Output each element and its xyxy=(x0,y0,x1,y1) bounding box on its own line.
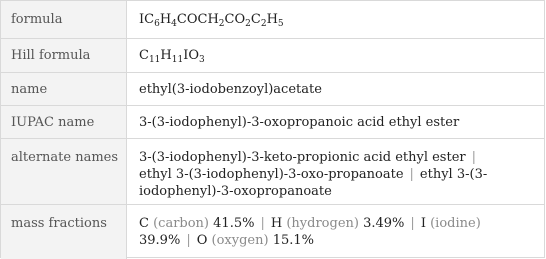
row-label-name: name xyxy=(1,73,127,105)
mass-fraction-hydrogen xyxy=(271,216,405,231)
hill-formula-value xyxy=(128,39,544,72)
element-name: (carbon) xyxy=(153,216,210,231)
fraction-value: 15.1% xyxy=(272,233,315,248)
row-label-mass-fractions: mass fractions xyxy=(1,205,127,259)
element-name: (oxygen) xyxy=(211,233,269,248)
alternate-name: ethyl 3-(3-iodophenyl)-3-oxo-propanoate xyxy=(139,167,404,182)
alternate-names-value xyxy=(128,139,544,204)
row-mass-fractions xyxy=(1,204,544,259)
row-label-iupac-name: IUPAC name xyxy=(1,106,127,138)
separator: | xyxy=(186,233,191,248)
formula-subscript: 11 xyxy=(148,55,161,65)
formula-part: COCH xyxy=(176,12,219,27)
element-symbol: O xyxy=(196,233,208,248)
formula-subscript: 11 xyxy=(171,55,184,65)
mass-fractions-value xyxy=(128,205,544,259)
formula-subscript: 4 xyxy=(171,19,177,29)
formula-subscript: 3 xyxy=(199,55,205,65)
row-name xyxy=(1,72,544,105)
name-value: ethyl(3-iodobenzoyl)acetate xyxy=(139,81,322,97)
iupac-name-value: 3-(3-iodophenyl)-3-oxopropanoic acid ethyl ester xyxy=(139,114,460,130)
row-iupac-name xyxy=(1,105,544,138)
formula-value xyxy=(128,1,544,38)
separator: | xyxy=(260,216,265,231)
formula-subscript: 2 xyxy=(260,19,267,29)
formula-part: CO xyxy=(224,12,246,27)
mass-fraction-oxygen xyxy=(197,233,314,248)
formula-subscript: 2 xyxy=(218,19,225,29)
fraction-value: 39.9% xyxy=(139,233,181,248)
formula-part: IC xyxy=(139,12,155,27)
formula-part: H xyxy=(159,12,172,27)
formula-part: C xyxy=(139,48,149,63)
row-alternate-names xyxy=(1,138,544,204)
formula-subscript: 5 xyxy=(277,19,284,29)
separator: | xyxy=(409,167,414,182)
row-label-hill-formula: Hill formula xyxy=(1,39,127,72)
mass-fraction-carbon xyxy=(139,216,254,231)
formula-part: H xyxy=(266,12,278,27)
element-symbol: H xyxy=(270,216,283,231)
fraction-value: 3.49% xyxy=(363,216,405,231)
row-label-formula: formula xyxy=(1,1,127,38)
fraction-value: 41.5% xyxy=(213,216,255,231)
row-formula xyxy=(1,1,544,38)
alternate-name: ethyl 3-(3-iodophenyl)-3-oxopropanoate xyxy=(139,167,488,199)
element-name: (iodine) xyxy=(430,216,481,231)
row-label-alternate-names: alternate names xyxy=(1,139,127,204)
separator: | xyxy=(471,150,477,165)
alternate-name: 3-(3-iodophenyl)-3-keto-propionic acid ethyl ester xyxy=(139,150,466,165)
element-symbol: C xyxy=(139,216,149,231)
element-name: (hydrogen) xyxy=(286,216,359,231)
separator: | xyxy=(410,216,415,231)
formula-subscript: 6 xyxy=(154,19,160,29)
element-symbol: I xyxy=(420,216,426,231)
formula-subscript: 2 xyxy=(245,19,251,29)
formula-part: IO xyxy=(183,48,199,63)
formula-part: C xyxy=(250,12,261,27)
formula-part: H xyxy=(160,48,172,63)
row-hill-formula xyxy=(1,38,544,72)
